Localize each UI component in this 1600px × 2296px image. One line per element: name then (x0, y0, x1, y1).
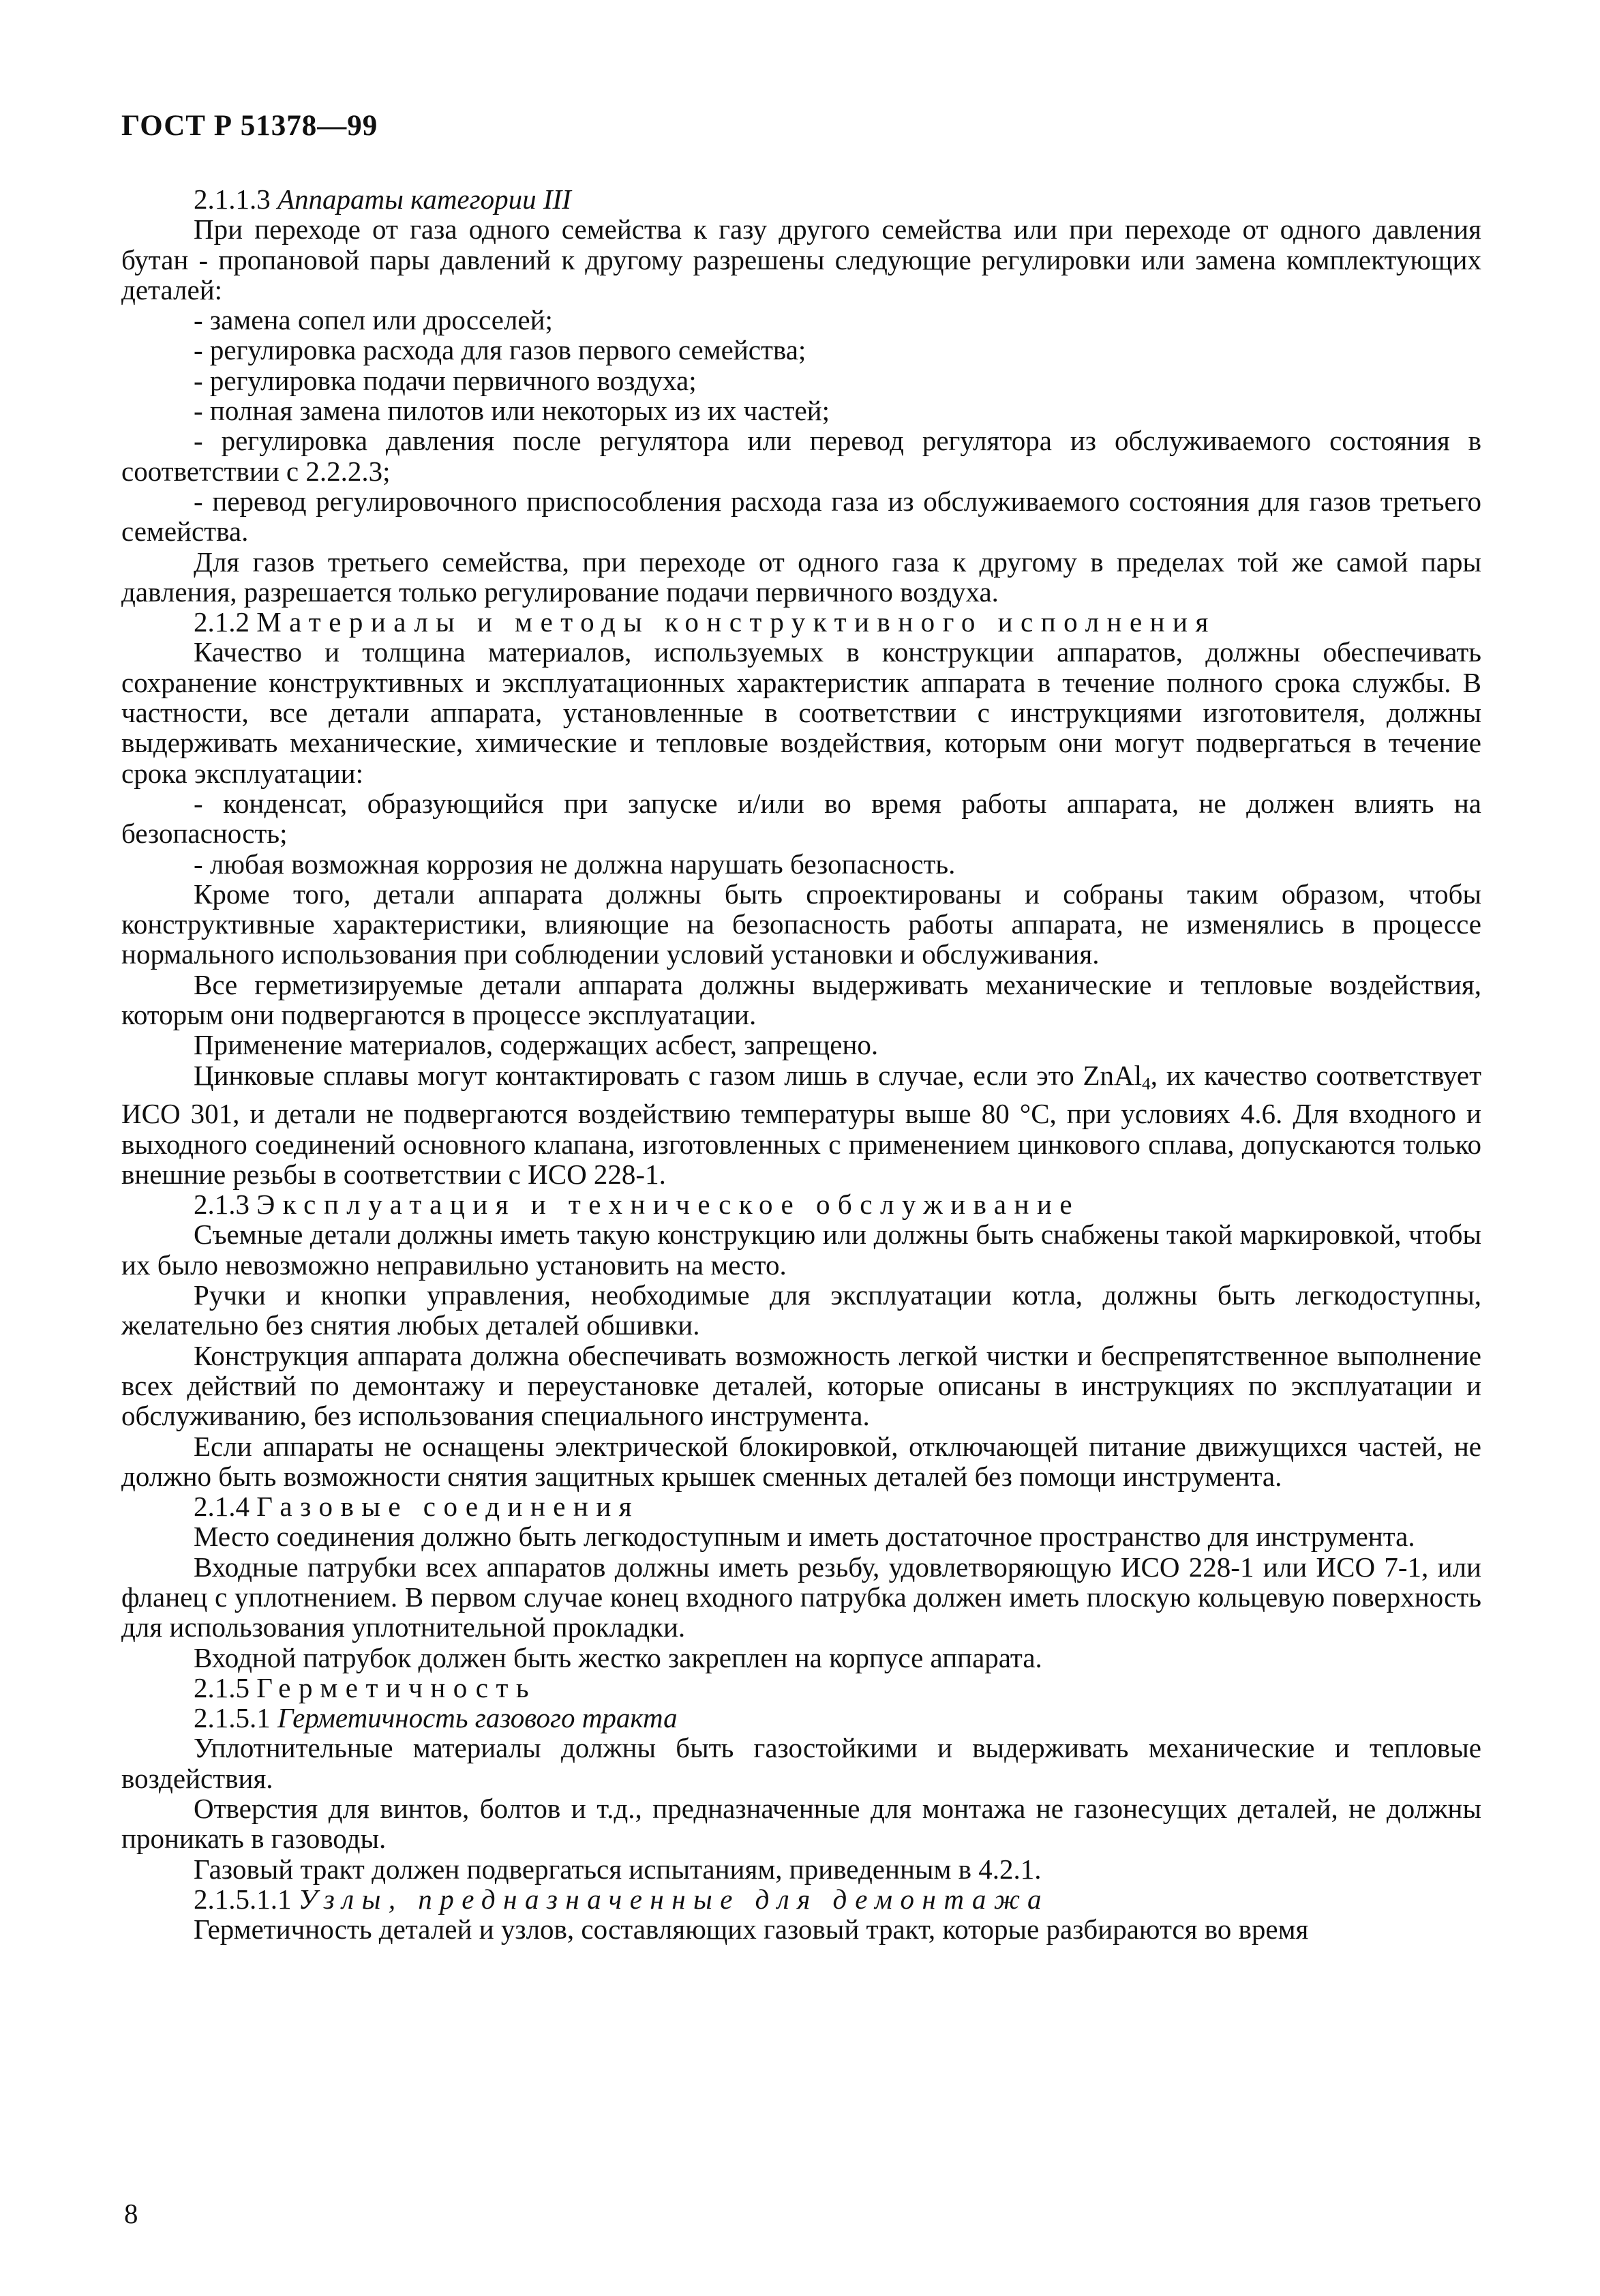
section-heading-2-1-1-3 (121, 184, 1481, 214)
section-number: 2.1.5.1 (194, 1702, 271, 1734)
paragraph: Герметичность деталей и узлов, составляющих газовый тракт, которые разбираются во время (194, 1913, 1309, 1945)
section-number: 2.1.2 (194, 606, 250, 638)
section-heading-2-1-5-1-1 (121, 1884, 1481, 1914)
section-title: Газовые соединения (256, 1491, 640, 1523)
section-title: Герметичность (256, 1671, 537, 1703)
section-heading-2-1-4 (121, 1491, 1481, 1521)
paragraph: Съемные детали должны иметь такую конструкцию или должны быть снабжены такой маркировкой, чтобы их было невозможно неправильно установить на место. (121, 1219, 1481, 1281)
subscript: 4 (1142, 1073, 1151, 1093)
paragraph: Качество и толщина материалов, используемых в конструкции аппаратов, должны обеспечивать сохранение конструктивных и эксплуатационных характеристик аппарата в течение полного срока службы. В частности, все детали аппарата, установленные в соответствии с инструкциями изготовителя, должны выдерживать механические, химические и тепловые воздействия, которым они могут подвергаться в течение срока эксплуатации: (121, 636, 1481, 789)
paragraph: Входные патрубки всех аппаратов должны иметь резьбу, удовлетворяющую ИСО 228-1 или ИСО 7-1, или фланец с уплотнением. В первом случае конец входного патрубка должен иметь плоскую кольцевую поверхность для использования уплотнительной прокладки. (121, 1551, 1481, 1643)
section-number: 2.1.3 (194, 1189, 250, 1221)
list-item: - полная замена пилотов или некоторых из их частей; (194, 395, 830, 427)
section-title: Герметичность газового тракта (277, 1702, 678, 1734)
section-title: Материалы и методы конструктивного исполнения (256, 606, 1216, 638)
paragraph-zinc-alloys (121, 1060, 1481, 1190)
paragraph: Место соединения должно быть легкодоступным и иметь достаточное пространство для инструмента. (194, 1521, 1415, 1553)
section-number: 2.1.4 (194, 1491, 250, 1523)
section-title: Эксплуатация и техническое обслуживание (256, 1189, 1081, 1221)
paragraph: Газовый тракт должен подвергаться испытаниям, приведенным в 4.2.1. (194, 1853, 1042, 1885)
list-item: - перевод регулировочного приспособления расхода газа из обслуживаемого состояния для газов третьего семейства. (121, 485, 1481, 548)
section-heading-2-1-2 (121, 607, 1481, 637)
list-item: - замена сопел или дросселей; (194, 304, 553, 336)
paragraph: Отверстия для винтов, болтов и т.д., предназначенные для монтажа не газонесущих деталей, не должны проникать в газоводы. (121, 1793, 1481, 1855)
paragraph: Конструкция аппарата должна обеспечивать возможность легкой чистки и беспрепятственное выполнение всех действий по демонтажу и переустановке деталей, которые описаны в инструкциях по эксплуатации и обслуживанию, без использования специального инструмента. (121, 1339, 1481, 1432)
section-number: 2.1.1.3 (194, 183, 271, 215)
paragraph: Применение материалов, содержащих асбест, запрещено. (194, 1029, 879, 1061)
list-item: - регулировка подачи первичного воздуха; (194, 364, 697, 396)
paragraph: Ручки и кнопки управления, необходимые для эксплуатации котла, должны быть легкодоступны, желательно без снятия любых деталей обшивки. (121, 1279, 1481, 1341)
section-heading-2-1-5 (121, 1673, 1481, 1703)
section-heading-2-1-5-1 (121, 1703, 1481, 1733)
paragraph: Все герметизируемые детали аппарата должны выдерживать механические и тепловые воздействия, которым они подвергаются в процессе эксплуатации. (121, 968, 1481, 1031)
paragraph: Уплотнительные материалы должны быть газостойкими и выдерживать механические и тепловые воздействия. (121, 1732, 1481, 1794)
page-number: 8 (124, 2198, 138, 2229)
list-item: - регулировка давления после регулятора или перевод регулятора из обслуживаемого состояния в соответствии с 2.2.2.3; (121, 425, 1481, 487)
paragraph: При переходе от газа одного семейства к газу другого семейства или при переходе от одного давления бутан - пропановой пары давлений к другому разрешены следующие регулировки или замена комплектующих деталей: (121, 213, 1481, 305)
text-fragment: Цинковые сплавы могут контактировать с газом лишь в случае, если это ZnAl (194, 1059, 1143, 1091)
document-body (121, 184, 1481, 1945)
paragraph: Если аппараты не оснащены электрической блокировкой, отключающей питание движущихся частей, не должно быть возможности снятия защитных крышек сменных деталей без помощи инструмента. (121, 1430, 1481, 1492)
paragraph: Для газов третьего семейства, при переходе от одного газа к другому в пределах той же самой пары давления, разрешается только регулирование подачи первичного воздуха. (121, 546, 1481, 608)
document-header: ГОСТ Р 51378—99 (121, 110, 378, 142)
list-item: - любая возможная коррозия не должна нарушать безопасность. (194, 848, 956, 880)
text-fragment: , их качество соответствует ИСО 301, и детали не подвергаются воздействию температуры выше 80 °С, при условиях 4.6. Для входного и выходного соединений основного клапана, изготовленных с применением цинкового сплава, допускаются только внешние резьбы в соответствии с ИСО 228-1. (121, 1059, 1481, 1190)
list-item: - конденсат, образующийся при запуске и/или во время работы аппарата, не должен влиять на безопасность; (121, 787, 1481, 850)
section-number: 2.1.5.1.1 (194, 1883, 292, 1915)
section-heading-2-1-3 (121, 1189, 1481, 1219)
list-item: - регулировка расхода для газов первого семейства; (194, 334, 806, 366)
section-title: Узлы, предназначенные для демонтажа (298, 1883, 1049, 1915)
paragraph: Кроме того, детали аппарата должны быть спроектированы и собраны таким образом, чтобы конструктивные характеристики, влияющие на безопасность работы аппарата, не изменялись в процессе нормального использования при соблюдении условий установки и обслуживания. (121, 878, 1481, 970)
section-title: Аппараты категории III (277, 183, 571, 215)
section-number: 2.1.5 (194, 1671, 250, 1703)
paragraph: Входной патрубок должен быть жестко закреплен на корпусе аппарата. (194, 1641, 1042, 1673)
